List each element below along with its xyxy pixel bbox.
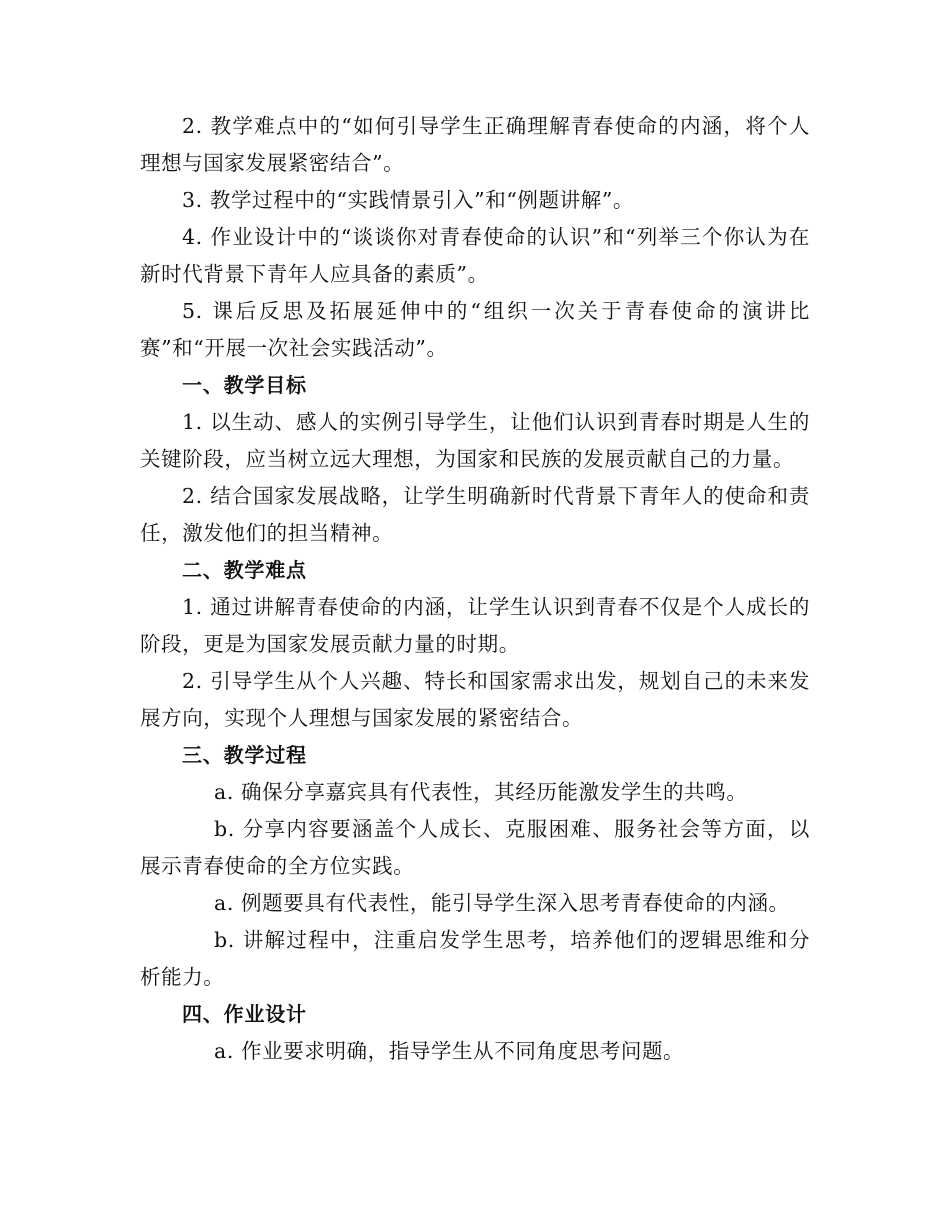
teaching-process-item: b. 讲解过程中，注重启发学生思考，培养他们的逻辑思维和分析能力。 [140,928,810,989]
section-heading-teaching-difficulties: 二、教学难点 [182,558,307,582]
intro-item-2: 2. 教学难点中的“如何引导学生正确理解青春使命的内涵，将个人理想与国家发展紧密结合”。 [140,114,810,175]
section-heading-teaching-process: 三、教学过程 [182,743,307,767]
teaching-goal-item: 2. 结合国家发展战略，让学生明确新时代背景下青年人的使命和责任，激发他们的担当精神。 [140,484,810,545]
teaching-process-item: a. 例题要具有代表性，能引导学生深入思考青春使命的内涵。 [214,891,790,915]
teaching-process-item: a. 确保分享嘉宾具有代表性，其经历能激发学生的共鸣。 [214,780,748,804]
teaching-difficulty-item: 1. 通过讲解青春使命的内涵，让学生认识到青春不仅是个人成长的阶段，更是为国家发展贡献力量的时期。 [140,595,810,656]
section-heading-homework-design: 四、作业设计 [182,1002,307,1026]
intro-item-4: 4. 作业设计中的“谈谈你对青春使命的认识”和“列举三个你认为在新时代背景下青年人应具备的素质”。 [140,225,810,286]
intro-item-3: 3. 教学过程中的“实践情景引入”和“例题讲解”。 [182,188,634,212]
teaching-goal-item: 1. 以生动、感人的实例引导学生，让他们认识到青春时期是人生的关键阶段，应当树立远大理想，为国家和民族的发展贡献自己的力量。 [140,410,810,471]
document-body [140,108,810,1070]
homework-design-item: a. 作业要求明确，指导学生从不同角度思考问题。 [214,1039,685,1063]
section-heading-teaching-goals: 一、教学目标 [182,373,307,397]
teaching-difficulty-item: 2. 引导学生从个人兴趣、特长和国家需求出发，规划自己的未来发展方向，实现个人理想与国家发展的紧密结合。 [140,669,810,730]
teaching-process-item: b. 分享内容要涵盖个人成长、克服困难、服务社会等方面，以展示青春使命的全方位实践。 [140,817,810,878]
intro-item-5: 5. 课后反思及拓展延伸中的“组织一次关于青春使命的演讲比赛”和“开展一次社会实践活动”。 [140,299,810,360]
